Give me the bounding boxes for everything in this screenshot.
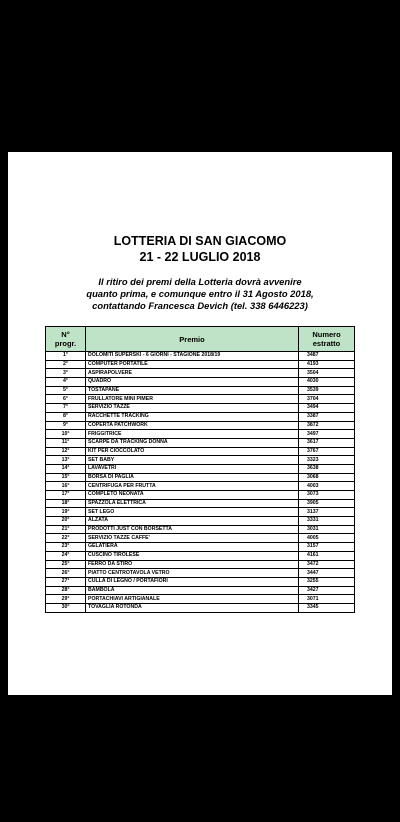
row-drawn-number: 3872 — [299, 421, 355, 430]
row-prize: SCARPE DA TRACKING DONNA — [86, 438, 299, 447]
table-row — [46, 421, 355, 430]
row-prize: CULLA DI LEGNO / PORTAFIORI — [86, 577, 299, 586]
header-drawn-number — [299, 327, 355, 352]
row-drawn-number: 3031 — [299, 525, 355, 534]
table-row — [46, 395, 355, 404]
row-drawn-number: 4161 — [299, 551, 355, 560]
row-rank: 24° — [46, 551, 86, 560]
row-rank: 16° — [46, 482, 86, 491]
row-prize: ALZATA — [86, 517, 299, 526]
row-prize: SET LEGO — [86, 508, 299, 517]
intro-line-3: contattando Francesca Devich (tel. 338 6446223) — [92, 300, 308, 311]
row-rank: 27° — [46, 577, 86, 586]
table-row — [46, 447, 355, 456]
header-prize: Premio — [86, 327, 299, 352]
row-prize: SET BABY — [86, 456, 299, 465]
row-prize: TOVAGLIA ROTONDA — [86, 603, 299, 612]
intro-line-1: Il ritiro dei premi della Lotteria dovrà avvenire — [98, 276, 302, 287]
row-drawn-number: 3504 — [299, 369, 355, 378]
row-prize: CENTRIFUGA PER FRUTTA — [86, 482, 299, 491]
row-rank: 5° — [46, 386, 86, 395]
row-rank: 6° — [46, 395, 86, 404]
row-drawn-number: 4030 — [299, 378, 355, 387]
row-rank: 14° — [46, 464, 86, 473]
table-row — [46, 595, 355, 604]
row-rank: 18° — [46, 499, 86, 508]
table-row — [46, 473, 355, 482]
table-row — [46, 456, 355, 465]
table-row — [46, 586, 355, 595]
row-rank: 12° — [46, 447, 86, 456]
row-drawn-number: 3905 — [299, 499, 355, 508]
row-rank: 22° — [46, 534, 86, 543]
row-prize: RACCHETTE TRACKING — [86, 412, 299, 421]
table-row — [46, 352, 355, 361]
row-prize: BAMBOLA — [86, 586, 299, 595]
row-rank: 26° — [46, 569, 86, 578]
row-rank: 11° — [46, 438, 86, 447]
row-prize: DOLOMITI SUPERSKI - 6 GIORNI - STAGIONE 2018/19 — [86, 352, 299, 361]
row-rank: 21° — [46, 525, 86, 534]
table-row — [46, 404, 355, 413]
header-drawn-line-2: estratto — [312, 339, 341, 348]
row-drawn-number: 3255 — [299, 577, 355, 586]
row-rank: 29° — [46, 595, 86, 604]
row-prize: FERRO DA STIRO — [86, 560, 299, 569]
table-row — [46, 525, 355, 534]
row-drawn-number: 3617 — [299, 438, 355, 447]
row-rank: 19° — [46, 508, 86, 517]
row-prize: BORSA DI PAGLIA — [86, 473, 299, 482]
row-prize: PORTACHIAVI ARTIGIANALE — [86, 595, 299, 604]
row-drawn-number: 3638 — [299, 464, 355, 473]
row-prize: SERVIZIO TAZZE — [86, 404, 299, 413]
row-rank: 1° — [46, 352, 86, 361]
row-prize: SPAZZOLA ELETTRICA — [86, 499, 299, 508]
row-drawn-number: 3767 — [299, 447, 355, 456]
header-drawn-line-1: Numero — [312, 330, 341, 339]
table-row — [46, 577, 355, 586]
row-prize: PIATTO CENTROTAVOLA VETRO — [86, 569, 299, 578]
row-drawn-number: 3073 — [299, 491, 355, 500]
header-number-line-1: N° — [61, 330, 70, 339]
intro-line-2: quanto prima, e comunque entro il 31 Agosto 2018, — [86, 288, 314, 299]
row-prize: QUADRO — [86, 378, 299, 387]
row-rank: 28° — [46, 586, 86, 595]
table-row — [46, 543, 355, 552]
row-prize: LAVAVETRI — [86, 464, 299, 473]
table-row — [46, 508, 355, 517]
row-drawn-number: 3487 — [299, 352, 355, 361]
table-row — [46, 569, 355, 578]
prize-table — [45, 326, 355, 613]
row-prize: TOSTAPANE — [86, 386, 299, 395]
title-line-1: LOTTERIA DI SAN GIACOMO — [113, 234, 287, 248]
row-drawn-number: 3331 — [299, 517, 355, 526]
row-rank: 2° — [46, 360, 86, 369]
row-rank: 13° — [46, 456, 86, 465]
table-row — [46, 360, 355, 369]
table-row — [46, 482, 355, 491]
table-row — [46, 499, 355, 508]
row-drawn-number: 3497 — [299, 430, 355, 439]
title-line-2: 21 - 22 LUGLIO 2018 — [139, 250, 261, 264]
row-rank: 8° — [46, 412, 86, 421]
row-drawn-number: 3494 — [299, 404, 355, 413]
row-prize: COPERTA PATCHWORK — [86, 421, 299, 430]
row-drawn-number: 3137 — [299, 508, 355, 517]
row-rank: 3° — [46, 369, 86, 378]
table-row — [46, 430, 355, 439]
table-row — [46, 464, 355, 473]
header-number-line-2: progr. — [54, 339, 77, 348]
row-drawn-number: 3345 — [299, 603, 355, 612]
document-page — [8, 152, 392, 695]
row-rank: 17° — [46, 491, 86, 500]
row-prize: SERVIZIO TAZZE CAFFE' — [86, 534, 299, 543]
row-prize: ASPIRAPOLVERE — [86, 369, 299, 378]
row-drawn-number: 3472 — [299, 560, 355, 569]
row-rank: 23° — [46, 543, 86, 552]
table-row — [46, 412, 355, 421]
row-drawn-number: 3387 — [299, 412, 355, 421]
table-row — [46, 551, 355, 560]
row-rank: 9° — [46, 421, 86, 430]
row-rank: 10° — [46, 430, 86, 439]
row-rank: 25° — [46, 560, 86, 569]
row-prize: FRIGGITRICE — [86, 430, 299, 439]
table-row — [46, 560, 355, 569]
row-drawn-number: 3704 — [299, 395, 355, 404]
table-row — [46, 438, 355, 447]
row-prize: CUSCINO TIROLESE — [86, 551, 299, 560]
table-row — [46, 378, 355, 387]
table-body — [46, 352, 355, 613]
row-drawn-number: 3157 — [299, 543, 355, 552]
row-prize: PRODOTTI JUST CON BORSETTA — [86, 525, 299, 534]
row-prize: FRULLATORE MINI PIMER — [86, 395, 299, 404]
row-drawn-number: 3071 — [299, 595, 355, 604]
row-rank: 20° — [46, 517, 86, 526]
row-drawn-number: 4003 — [299, 482, 355, 491]
intro-paragraph — [28, 276, 372, 312]
row-prize: COMPLETO NEONATA — [86, 491, 299, 500]
table-row — [46, 369, 355, 378]
row-prize: KIT PER CIOCCOLATO — [86, 447, 299, 456]
table-row — [46, 386, 355, 395]
row-drawn-number: 4005 — [299, 534, 355, 543]
document-title — [8, 233, 392, 265]
table-row — [46, 534, 355, 543]
table-row — [46, 491, 355, 500]
row-drawn-number: 3323 — [299, 456, 355, 465]
row-drawn-number: 3068 — [299, 473, 355, 482]
row-drawn-number: 3447 — [299, 569, 355, 578]
row-rank: 30° — [46, 603, 86, 612]
row-drawn-number: 4193 — [299, 360, 355, 369]
row-prize: GELATIERA — [86, 543, 299, 552]
row-drawn-number: 3427 — [299, 586, 355, 595]
table-row — [46, 517, 355, 526]
row-drawn-number: 3539 — [299, 386, 355, 395]
row-prize: COMPUTER PORTATILE — [86, 360, 299, 369]
row-rank: 4° — [46, 378, 86, 387]
header-number — [46, 327, 86, 352]
table-header-row — [46, 327, 355, 352]
table-row — [46, 603, 355, 612]
row-rank: 7° — [46, 404, 86, 413]
row-rank: 15° — [46, 473, 86, 482]
